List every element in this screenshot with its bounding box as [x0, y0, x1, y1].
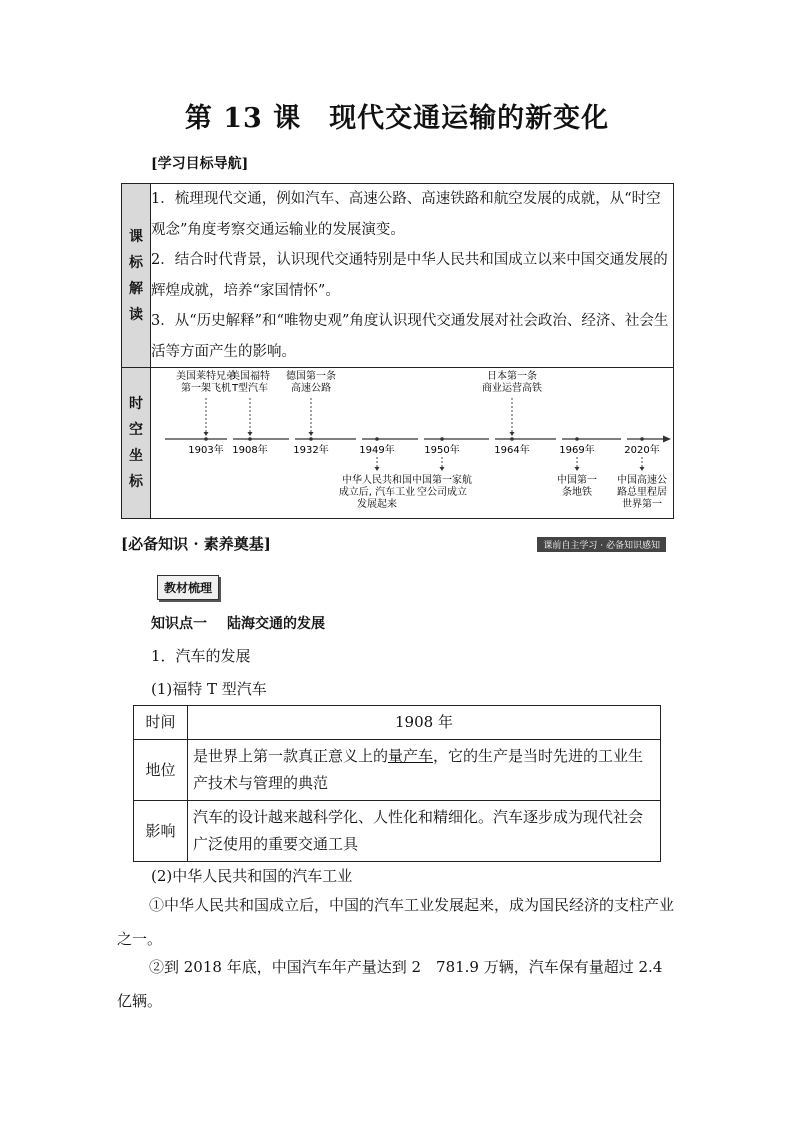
table-key: 时间 — [134, 706, 188, 740]
timeline-event-label: 第一架飞机 — [181, 383, 231, 394]
table-row — [134, 706, 661, 740]
table-row — [134, 801, 661, 862]
timeline-connector-arrow — [440, 467, 445, 471]
timeline-year-label: 1949年 — [359, 445, 395, 456]
timeline-connector-arrow — [375, 467, 380, 471]
timeline-connector-arrow — [575, 467, 580, 471]
table-key: 影响 — [134, 801, 188, 862]
value-text: 是世界上第一款真正意义上的 — [193, 747, 389, 765]
objectives-side-label — [122, 184, 151, 368]
timeline-event-label: 世界第一 — [622, 499, 662, 510]
timeline-diagram — [151, 368, 675, 518]
timeline-year-label: 1969年 — [559, 445, 595, 456]
side-char: 标 — [129, 474, 143, 490]
timeline-tick — [575, 437, 579, 441]
materials-badge: 教材梳理 — [157, 575, 219, 600]
timeline-event-label: 美国莱特兄弟 — [176, 371, 236, 382]
ford-table — [133, 705, 661, 862]
timeline-year-label: 1964年 — [494, 445, 530, 456]
side-char: 课 — [129, 228, 143, 245]
objective-item: 3．从“历史解释”和“唯物史观”角度认识现代交通发展对社会政治、经济、社会生活等方面产生的影响。 — [151, 313, 669, 360]
side-char: 空 — [129, 422, 143, 438]
timeline-event-label: 德国第一条 — [286, 371, 336, 382]
timeline-event-label: 高速公路 — [291, 383, 331, 394]
table-value: 1908 年 — [188, 706, 661, 740]
table-value: 汽车的设计越来越科学化、人性化和精细化。汽车逐步成为现代社会广泛使用的重要交通工具 — [188, 801, 661, 862]
side-char: 标 — [129, 254, 143, 271]
timeline-event-label: 商业运营高铁 — [482, 383, 542, 394]
timeline-connector-arrow — [204, 432, 209, 436]
timeline-connector-arrow — [309, 432, 314, 436]
objective-item: 2．结合时代背景，认识现代交通特别是中华人民共和国成立以来中国交通发展的辉煌成就，培养“家国情怀”。 — [151, 252, 668, 299]
timeline-tick — [375, 437, 379, 441]
timeline-connector-arrow — [248, 432, 253, 436]
timeline-event-label: 日本第一条 — [487, 371, 537, 382]
timeline-year-label: 1932年 — [293, 445, 329, 456]
timeline-event-label: 成立后, 汽车工业 — [338, 487, 416, 498]
knowledge-point-title: 陆海交通的发展 — [227, 616, 325, 632]
timeline-event-label: 中华人民共和国 — [342, 475, 412, 486]
timeline-event-label: 空公司成立 — [417, 487, 467, 498]
objective-item: 1．梳理现代交通，例如汽车、高速公路、高速铁路和航空发展的成就，从“时空观念”角度考察交通运输业的发展演变。 — [151, 191, 661, 238]
section-tag: 课前自主学习 · 必备知识感知 — [537, 537, 666, 552]
heading-car-development: 1．汽车的发展 — [151, 647, 251, 665]
timeline-event-label: 发展起来 — [357, 499, 397, 510]
timeline-year-label: 1950年 — [424, 445, 460, 456]
lesson-topic: 现代交通运输的新变化 — [329, 103, 610, 134]
timeline-year-label: 1903年 — [188, 445, 224, 456]
timeline-event-label: 中国第一家航 — [412, 475, 472, 486]
timeline-year-label: 1908年 — [232, 445, 268, 456]
side-char: 解 — [129, 280, 143, 297]
objectives-list — [151, 184, 674, 368]
timeline-tick — [204, 437, 208, 441]
side-char: 坐 — [129, 448, 143, 464]
timeline-connector-arrow — [510, 432, 515, 436]
timeline-connector-arrow — [640, 467, 645, 471]
table-key: 地位 — [134, 740, 188, 801]
timeline-arrowhead — [663, 436, 671, 443]
timeline-event-label: T型汽车 — [231, 383, 269, 394]
side-char: 时 — [129, 396, 143, 412]
timeline-side-label — [122, 368, 151, 519]
timeline-tick — [510, 437, 514, 441]
paragraph: ②到 2018 年底，中国汽车年产量达到 2 781.9 万辆，汽车保有量超过 2.4 亿辆。 — [117, 958, 663, 1010]
lesson-title — [0, 96, 794, 135]
timeline-event-label: 条地铁 — [562, 487, 592, 498]
timeline-cell — [151, 368, 674, 519]
heading-prc-auto-industry: (2)中华人民共和国的汽车工业 — [151, 867, 353, 885]
knowledge-point-label: 知识点一 — [151, 616, 207, 632]
table-row — [134, 740, 661, 801]
lesson-number: 第 13 课 — [184, 103, 302, 134]
section-bar — [121, 533, 674, 555]
section-title: [必备知识 · 素养奠基] — [121, 535, 271, 553]
heading-ford-model-t: (1)福特 T 型汽车 — [151, 680, 267, 698]
timeline-event-label: 美国福特 — [230, 371, 270, 382]
timeline-event-label: 路总里程居 — [617, 487, 667, 498]
timeline-event-label: 中国第一 — [557, 475, 597, 486]
timeline-tick — [309, 437, 313, 441]
side-char: 读 — [129, 306, 143, 323]
goals-heading: [学习目标导航] — [151, 156, 249, 172]
timeline-tick — [248, 437, 252, 441]
timeline-tick — [640, 437, 644, 441]
table-value — [188, 740, 661, 801]
value-text: ，它的生产是当时先进的工业生产技术与管理的典范 — [193, 747, 644, 792]
objectives-table — [121, 183, 674, 519]
underlined-term: 量产车 — [388, 747, 434, 765]
timeline-year-label: 2020年 — [624, 445, 660, 456]
knowledge-point-heading — [151, 613, 325, 633]
timeline-event-label: 中国高速公 — [617, 475, 667, 486]
paragraph: ①中华人民共和国成立后，中国的汽车工业发展起来，成为国民经济的支柱产业之一。 — [117, 896, 675, 948]
timeline-tick — [440, 437, 444, 441]
